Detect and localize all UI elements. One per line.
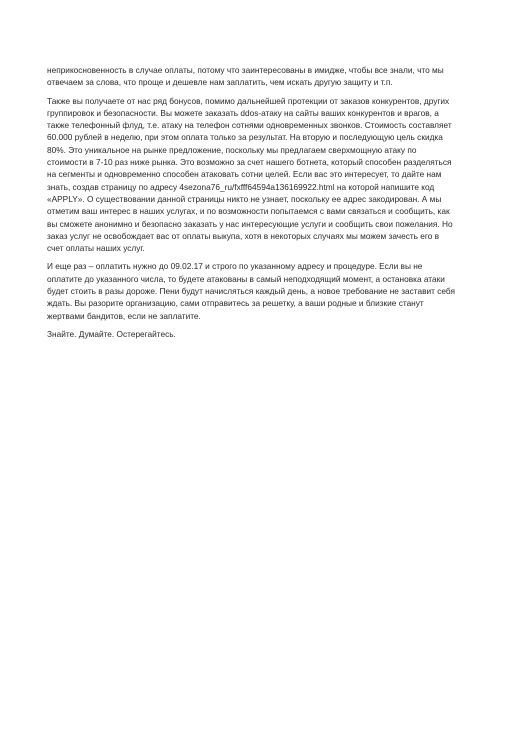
text-line: стоимости в 7-10 раз ниже рынка. Это возможно за счет нашего ботнета, который способен разделяться [47, 157, 452, 168]
text-line: неприкосновенность в случае оплаты, потому что заинтересованы в имидже, чтобы все знали, что мы [47, 65, 444, 75]
text-line: жертвами бандитов, если не заплатите. [47, 310, 201, 321]
text-line: «APPLY». О существовании данной страницы никто не узнает, поскольку ее адрес закодирован. А мы [47, 193, 442, 204]
text-line: на сегменты и одновременно способен атаковать сотни целей. Если вас это интересует, то дайте нам [47, 169, 442, 180]
text-line: Также вы получаете от нас ряд бонусов, помимо дальнейшей протекции от заказов конкурентов, других [47, 95, 450, 106]
text-line: ждать. Вы разорите организацию, сами отправитесь за решетку, а ваши родные и близкие станут [47, 298, 424, 309]
text-line: группировок и безопасности. Вы можете заказать ddos-атаку на сайты ваших конкурентов и врагов, а [47, 107, 439, 118]
paragraph-bonuses [47, 95, 491, 255]
text-line: 60.000 рублей в неделю, при этом оплата только за результат. На вторую и последующую цель скидка [47, 132, 443, 143]
text-line: заказ услуг не освобождает вас от оплаты выкупа, хотя в некоторых случаях мы можем зачесть его в [47, 230, 440, 241]
text-line: будет стоить в разы дороже. Пени будут начисляться каждый день, а новое требование не заставит себя [47, 286, 455, 297]
text-line: И еще раз – оплатить нужно до 09.02.17 и строго по указанному адресу и процедуре. Если вы не [47, 261, 423, 272]
text-line: Знайте. Думайте. Остерегайтесь. [47, 328, 176, 339]
paragraph-deadline [47, 260, 491, 321]
text-line: знать, создав страницу по адресу 4sezona76_ru/fxfff64594a136169922.html на которой напишите код [47, 181, 435, 192]
text-line: оплатите до указанного числа, то будете атакованы в самый неподходящий момент, а остановка атаки [47, 273, 445, 284]
text-line: вы сможете анонимно и безопасно заказать у нас интересующие услуги и сообщить свои пожелания. Но [47, 218, 453, 229]
text-line: счет оплаты наших услуг. [47, 243, 145, 254]
text-line: 80%. Это уникальное на рынке предложение, поскольку мы предлагаем сверхмощную атаку по [47, 144, 417, 155]
document-body [47, 64, 491, 346]
paragraph-protection [47, 64, 491, 89]
paragraph-closing [47, 328, 491, 340]
text-line: отметим ваш интерес в наших услугах, и по возможности попытаемся с вами связаться и сообщить, как [47, 206, 450, 217]
text-line: отвечаем за слова, что проще и дешевле нам заплатить, чем искать другую защиту и т.п. [47, 77, 393, 88]
text-line: также телефонный флуд, т.е. атаку на телефон сотнями одновременных звонков. Стоимость составляет [47, 120, 452, 131]
